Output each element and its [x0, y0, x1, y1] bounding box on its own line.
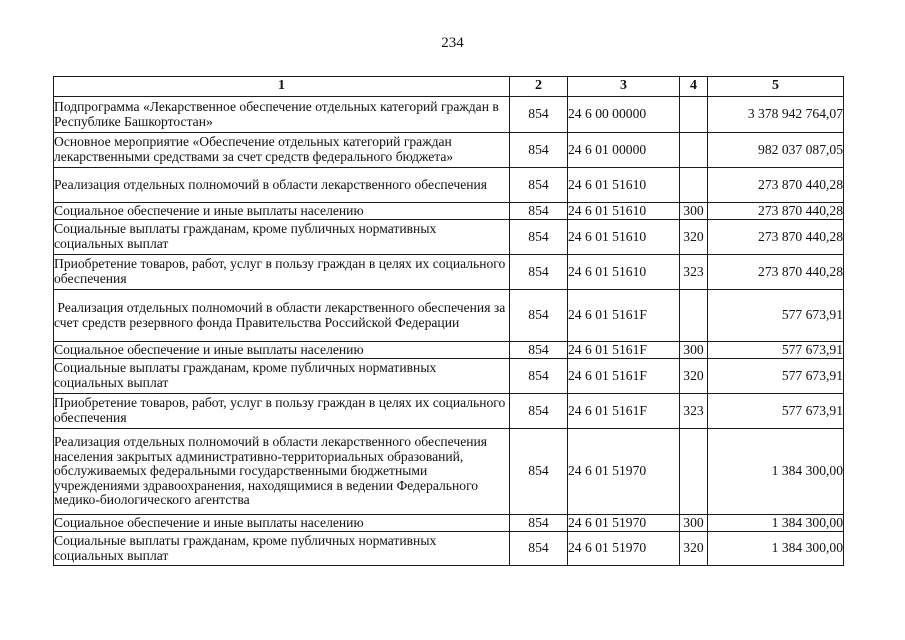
header-col-4: 4 — [680, 77, 708, 97]
table-row — [54, 203, 844, 220]
row-ministry: 854 — [510, 168, 568, 203]
row-amount: 273 870 440,28 — [708, 168, 844, 203]
row-name: Реализация отдельных полномочий в области лекарственного обеспечения населения закрытых административно-территориальных образований, обслуживаемых федеральными государственными бюджетными учреждениями здравоохранения, находящимися в ведении Федерального медико-биологического агентства — [54, 429, 510, 515]
row-name: Приобретение товаров, работ, услуг в пользу граждан в целях их социального обеспечения — [54, 394, 510, 429]
row-target-article: 24 6 01 5161F — [568, 394, 680, 429]
row-ministry: 854 — [510, 133, 568, 168]
row-amount: 273 870 440,28 — [708, 220, 844, 255]
row-ministry: 854 — [510, 359, 568, 394]
row-target-article: 24 6 00 00000 — [568, 97, 680, 133]
row-expense-type — [680, 97, 708, 133]
row-name: Приобретение товаров, работ, услуг в пользу граждан в целях их социального обеспечения — [54, 255, 510, 290]
budget-table — [53, 76, 844, 566]
row-amount: 577 673,91 — [708, 342, 844, 359]
table-row — [54, 168, 844, 203]
row-amount: 273 870 440,28 — [708, 203, 844, 220]
row-expense-type: 300 — [680, 342, 708, 359]
table-row — [54, 342, 844, 359]
row-target-article: 24 6 01 00000 — [568, 133, 680, 168]
row-amount: 273 870 440,28 — [708, 255, 844, 290]
header-row — [54, 77, 844, 97]
table-row — [54, 133, 844, 168]
row-ministry: 854 — [510, 203, 568, 220]
table-row — [54, 515, 844, 532]
row-target-article: 24 6 01 51610 — [568, 255, 680, 290]
table-row — [54, 97, 844, 133]
row-amount: 577 673,91 — [708, 394, 844, 429]
row-amount: 3 378 942 764,07 — [708, 97, 844, 133]
row-expense-type: 323 — [680, 394, 708, 429]
row-expense-type — [680, 429, 708, 515]
header-col-5: 5 — [708, 77, 844, 97]
header-col-1: 1 — [54, 77, 510, 97]
table-row — [54, 255, 844, 290]
row-name: Социальное обеспечение и иные выплаты населению — [54, 203, 510, 220]
row-expense-type: 320 — [680, 359, 708, 394]
row-target-article: 24 6 01 51970 — [568, 515, 680, 532]
row-expense-type — [680, 133, 708, 168]
row-ministry: 854 — [510, 429, 568, 515]
table-row — [54, 359, 844, 394]
row-ministry: 854 — [510, 532, 568, 566]
table-row — [54, 429, 844, 515]
row-target-article: 24 6 01 5161F — [568, 290, 680, 342]
page-number: 234 — [441, 35, 464, 51]
header-col-2: 2 — [510, 77, 568, 97]
row-target-article: 24 6 01 51610 — [568, 203, 680, 220]
row-expense-type: 323 — [680, 255, 708, 290]
row-ministry: 854 — [510, 290, 568, 342]
table-row — [54, 532, 844, 566]
row-expense-type: 300 — [680, 203, 708, 220]
row-expense-type: 320 — [680, 220, 708, 255]
row-name: Основное мероприятие «Обеспечение отдельных категорий граждан лекарственными средствами за счет средств федерального бюджета» — [54, 133, 510, 168]
row-name: Социальные выплаты гражданам, кроме публичных нормативных социальных выплат — [54, 532, 510, 566]
row-name: Социальное обеспечение и иные выплаты населению — [54, 342, 510, 359]
row-ministry: 854 — [510, 97, 568, 133]
row-name: Социальное обеспечение и иные выплаты населению — [54, 515, 510, 532]
table-row — [54, 394, 844, 429]
row-expense-type: 320 — [680, 532, 708, 566]
row-target-article: 24 6 01 5161F — [568, 342, 680, 359]
row-ministry: 854 — [510, 515, 568, 532]
table-row — [54, 290, 844, 342]
row-name: Реализация отдельных полномочий в области лекарственного обеспечения за счет средств резервного фонда Правительства Российской Федерации — [54, 290, 510, 342]
row-ministry: 854 — [510, 255, 568, 290]
row-amount: 1 384 300,00 — [708, 429, 844, 515]
row-expense-type — [680, 290, 708, 342]
row-ministry: 854 — [510, 220, 568, 255]
row-name: Социальные выплаты гражданам, кроме публичных нормативных социальных выплат — [54, 220, 510, 255]
row-name: Подпрограмма «Лекарственное обеспечение отдельных категорий граждан в Республике Башкортостан» — [54, 97, 510, 133]
row-target-article: 24 6 01 51610 — [568, 168, 680, 203]
row-ministry: 854 — [510, 394, 568, 429]
row-expense-type: 300 — [680, 515, 708, 532]
table-row — [54, 220, 844, 255]
header-col-3: 3 — [568, 77, 680, 97]
row-target-article: 24 6 01 51610 — [568, 220, 680, 255]
row-name: Реализация отдельных полномочий в области лекарственного обеспечения — [54, 168, 510, 203]
row-target-article: 24 6 01 51970 — [568, 532, 680, 566]
row-amount: 982 037 087,05 — [708, 133, 844, 168]
row-amount: 1 384 300,00 — [708, 532, 844, 566]
row-target-article: 24 6 01 5161F — [568, 359, 680, 394]
row-amount: 577 673,91 — [708, 290, 844, 342]
row-amount: 1 384 300,00 — [708, 515, 844, 532]
row-ministry: 854 — [510, 342, 568, 359]
row-target-article: 24 6 01 51970 — [568, 429, 680, 515]
row-name: Социальные выплаты гражданам, кроме публичных нормативных социальных выплат — [54, 359, 510, 394]
row-amount: 577 673,91 — [708, 359, 844, 394]
row-expense-type — [680, 168, 708, 203]
